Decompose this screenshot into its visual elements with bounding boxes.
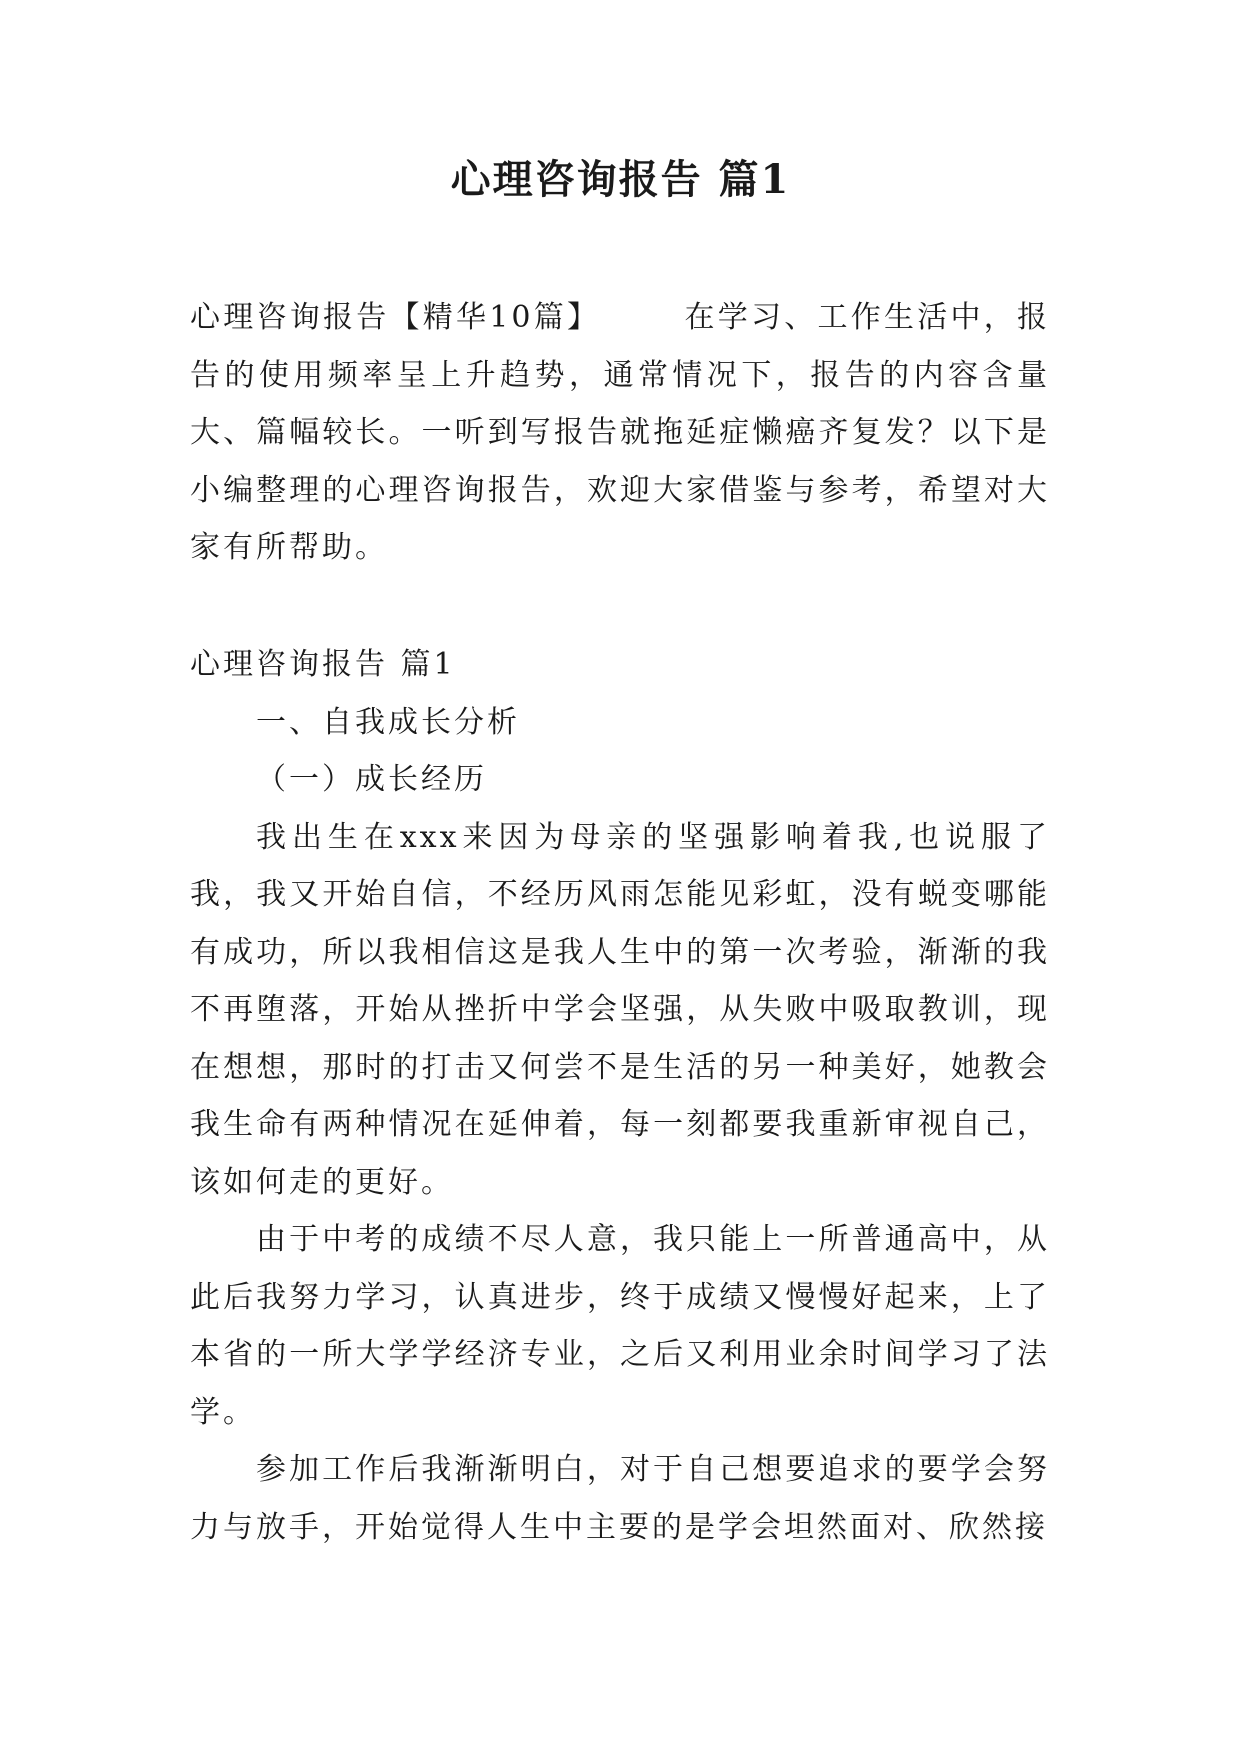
section-heading: 心理咨询报告 篇1 xyxy=(190,647,456,682)
body-paragraph: 由于中考的成绩不尽人意，我只能上一所普通高中，从此后我努力学习，认真进步，终于成绩又慢慢好起来，上了本省的一所大学学经济专业，之后又利用业余时间学习了法学。 xyxy=(190,1222,1050,1430)
intro-text: 在学习、工作生活中，报告的使用频率呈上升趋势，通常情况下，报告的内容含量大、篇幅较长。一听到写报告就拖延症懒癌齐复发？以下是小编整理的心理咨询报告，欢迎大家借鉴与参考，希望对大家有所帮助。 xyxy=(190,300,1050,565)
body-paragraph: 我出生在xxx来因为母亲的坚强影响着我,也说服了我，我又开始自信，不经历风雨怎能见彩虹，没有蜕变哪能有成功，所以我相信这是我人生中的第一次考验，渐渐的我不再堕落，开始从挫折中学会坚强，从失败中吸取教训，现在想想，那时的打击又何尝不是生活的另一种美好，她教会我生命有两种情况在延伸着，每一刻都要我重新审视自己，该如何走的更好。 xyxy=(190,819,1050,1200)
intro-lead: 心理咨询报告【精华10篇】 xyxy=(190,300,601,335)
body-paragraph: 参加工作后我渐渐明白，对于自己想要追求的要学会努力与放手，开始觉得人生中主要的是学会坦然面对、欣然接 xyxy=(190,1452,1050,1545)
subheading-growth-experience: （一）成长经历 xyxy=(256,762,487,797)
subheading-self-growth: 一、自我成长分析 xyxy=(256,704,520,740)
section-body xyxy=(190,636,1050,1556)
page-title: 心理咨询报告 篇1 xyxy=(450,156,791,203)
intro-paragraph xyxy=(190,289,1050,577)
